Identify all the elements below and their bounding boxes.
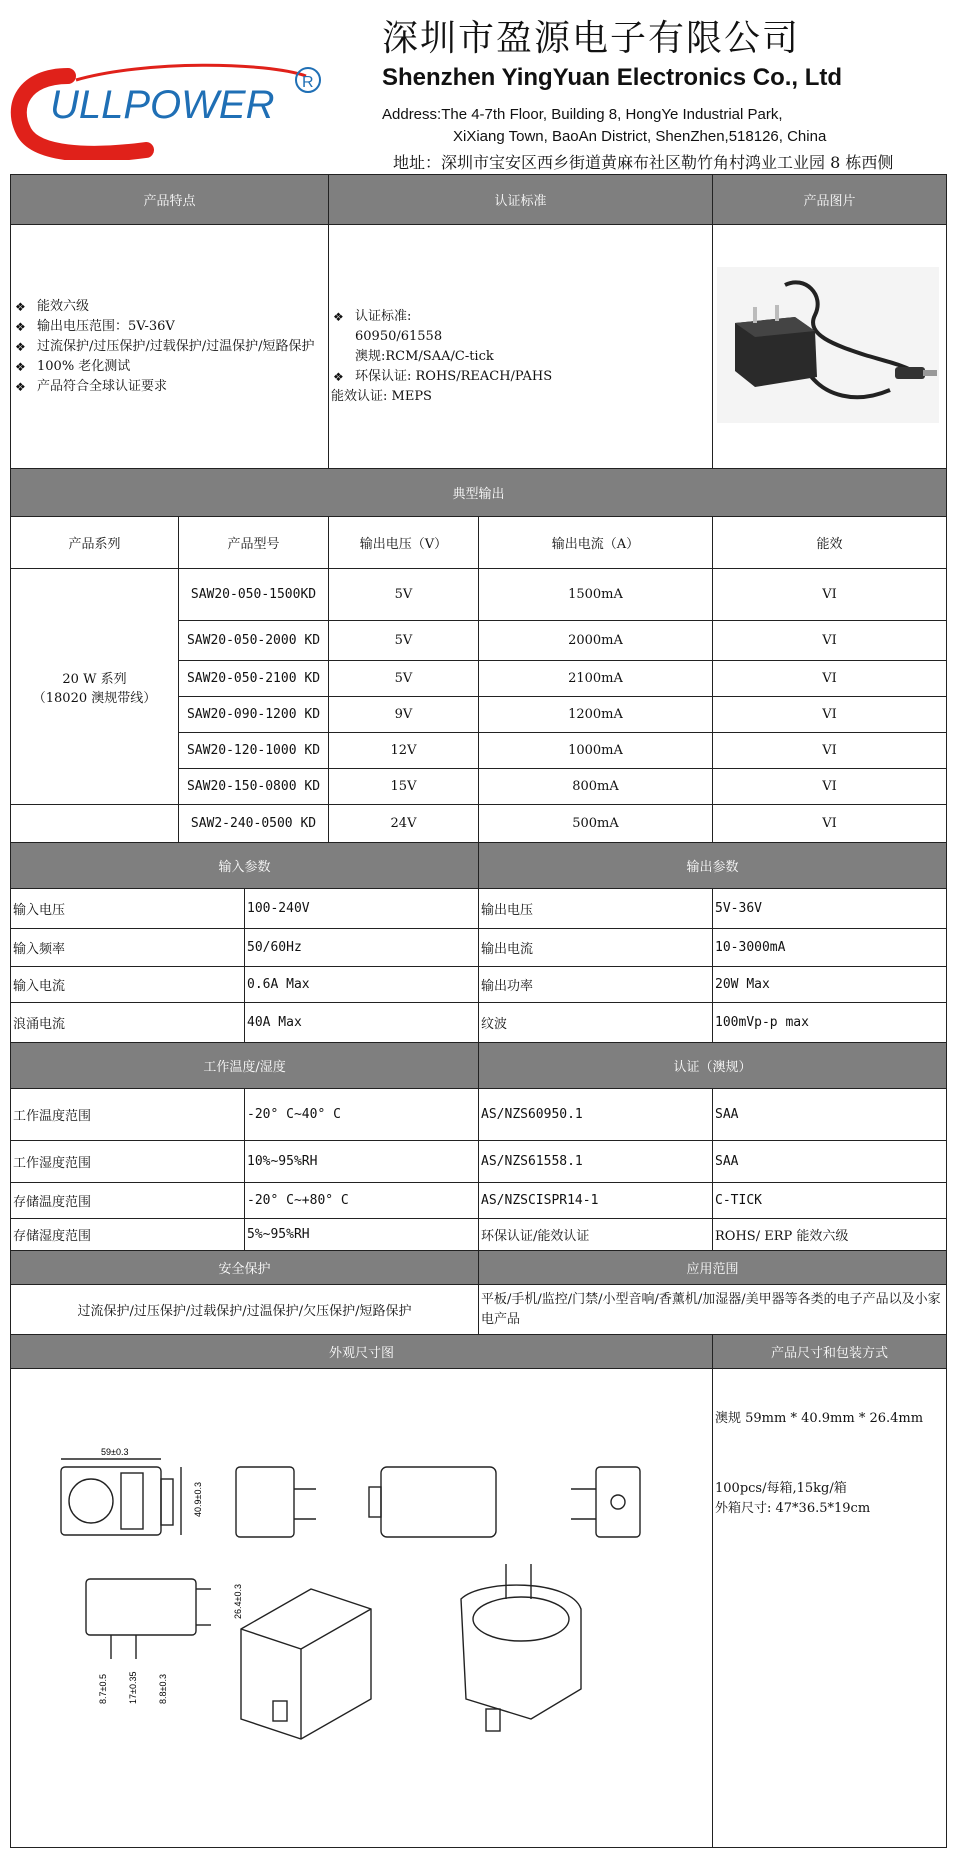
safety-title: 安全保护 <box>11 1251 479 1285</box>
series-name: 20 W 系列 <box>62 671 127 687</box>
company-name-en: Shenzhen YingYuan Electronics Co., Ltd <box>382 64 843 91</box>
cert-mark-cell: C-TICK <box>713 1183 947 1219</box>
cert-au: 澳规:RCM/SAA/C-tick <box>355 348 494 364</box>
param-label: 输出电流 <box>479 929 713 967</box>
current-cell: 2100mA <box>479 661 713 697</box>
dimension-drawing-title: 外观尺寸图 <box>11 1335 713 1369</box>
param-value: 10-3000mA <box>713 929 947 967</box>
env-label: 工作湿度范围 <box>11 1141 245 1183</box>
au-cert-title: 认证（澳规） <box>479 1043 947 1089</box>
features-cell <box>11 225 329 469</box>
carton-size: 外箱尺寸: 47*36.5*19cm <box>715 1501 871 1516</box>
cert-standard-cell: 环保认证/能效认证 <box>479 1219 713 1251</box>
table-row <box>11 929 947 967</box>
current-cell: 1000mA <box>479 733 713 769</box>
efficiency-cell: VI <box>713 569 947 621</box>
parameters-table <box>10 842 947 1043</box>
ullpower-logo <box>6 50 336 160</box>
product-photo-cell <box>713 225 947 469</box>
typical-output-title: 典型输出 <box>11 469 947 517</box>
input-params-title: 输入参数 <box>11 843 479 889</box>
env-value: -20° C~+80° C <box>245 1183 479 1219</box>
model-cell: SAW20-050-2000 KD <box>179 621 329 661</box>
series-cell <box>11 569 179 805</box>
voltage-cell: 5V <box>329 621 479 661</box>
page-header <box>0 0 957 172</box>
param-value: 0.6A Max <box>245 967 479 1003</box>
feature-item: ❖ 产品符合全球认证要求 <box>15 377 326 397</box>
overview-table <box>10 174 947 469</box>
param-label: 输入电流 <box>11 967 245 1003</box>
power-adapter-photo-icon <box>715 265 941 425</box>
param-label: 输入电压 <box>11 889 245 929</box>
table-row <box>11 1003 947 1043</box>
dim-pin-b-label: 17±0.35 <box>128 1671 138 1704</box>
voltage-cell: 5V <box>329 569 479 621</box>
param-value: 100mVp-p max <box>713 1003 947 1043</box>
model-cell: SAW20-120-1000 KD <box>179 733 329 769</box>
env-label: 存储湿度范围 <box>11 1219 245 1251</box>
model-cell: SAW20-090-1200 KD <box>179 697 329 733</box>
col-series: 产品系列 <box>11 517 179 569</box>
photo-header: 产品图片 <box>713 175 947 225</box>
certification-cell <box>329 225 713 469</box>
logo-text: ULLPOWER <box>50 83 275 127</box>
env-label: 存储温度范围 <box>11 1183 245 1219</box>
param-label: 输出功率 <box>479 967 713 1003</box>
param-label: 浪涌电流 <box>11 1003 245 1043</box>
table-row <box>11 967 947 1003</box>
cert-env: ❖ 环保认证: ROHS/REACH/PAHS <box>333 367 710 387</box>
packing-cell <box>713 1369 947 1848</box>
table-row <box>11 1089 947 1141</box>
voltage-cell: 24V <box>329 805 479 843</box>
feature-item: ❖ 能效六级 <box>15 297 326 317</box>
certification-header: 认证标准 <box>329 175 713 225</box>
series-note: （18020 澳规带线） <box>32 690 157 706</box>
voltage-cell: 5V <box>329 661 479 697</box>
efficiency-cell: VI <box>713 733 947 769</box>
env-label: 工作温度范围 <box>11 1089 245 1141</box>
typical-output-table <box>10 468 947 843</box>
output-params-title: 输出参数 <box>479 843 947 889</box>
model-cell: SAW20-150-0800 KD <box>179 769 329 805</box>
table-row <box>11 569 947 621</box>
cert-label: ❖ 认证标准: <box>333 307 710 327</box>
application-list: 平板/手机/监控/门禁/小型音响/香薰机/加湿器/美甲器等各类的电子产品以及小家电产品 <box>479 1285 947 1335</box>
param-value: 20W Max <box>713 967 947 1003</box>
table-row <box>11 1141 947 1183</box>
param-value: 50/60Hz <box>245 929 479 967</box>
dim-pin-c-label: 8.8±0.3 <box>158 1674 168 1704</box>
cert-mark-cell: SAA <box>713 1089 947 1141</box>
features-header: 产品特点 <box>11 175 329 225</box>
cert-standard-cell: AS/NZSCISPR14-1 <box>479 1183 713 1219</box>
product-size: 澳规 59mm * 40.9mm * 26.4mm <box>715 1411 924 1426</box>
protection-list: 过流保护/过压保护/过载保护/过温保护/欠压保护/短路保护 <box>11 1285 479 1335</box>
col-current: 输出电流（A） <box>479 517 713 569</box>
param-label: 纹波 <box>479 1003 713 1043</box>
table-row <box>11 805 947 843</box>
param-value: 40A Max <box>245 1003 479 1043</box>
current-cell: 2000mA <box>479 621 713 661</box>
feature-item: ❖ 输出电压范围：5V-36V <box>15 317 326 337</box>
env-title: 工作温度/湿度 <box>11 1043 479 1089</box>
param-value: 100-240V <box>245 889 479 929</box>
packing-title: 产品尺寸和包装方式 <box>713 1335 947 1369</box>
param-label: 输入频率 <box>11 929 245 967</box>
dimensions-table <box>10 1334 947 1848</box>
efficiency-cell: VI <box>713 805 947 843</box>
model-cell: SAW20-050-2100 KD <box>179 661 329 697</box>
packing-quantity: 100pcs/每箱,15kg/箱 <box>715 1481 847 1496</box>
table-row <box>11 889 947 929</box>
model-cell: SAW20-050-1500KD <box>179 569 329 621</box>
dimension-drawing-icon <box>11 1369 711 1843</box>
current-cell: 1200mA <box>479 697 713 733</box>
col-voltage: 输出电压（V） <box>329 517 479 569</box>
table-row <box>11 1219 947 1251</box>
company-name-cn: 深圳市盈源电子有限公司 <box>382 18 801 59</box>
current-cell: 500mA <box>479 805 713 843</box>
col-model: 产品型号 <box>179 517 329 569</box>
environment-table <box>10 1042 947 1251</box>
application-title: 应用范围 <box>479 1251 947 1285</box>
cert-mark-cell: ROHS/ ERP 能效六级 <box>713 1219 947 1251</box>
dim-pin-a-label: 8.7±0.5 <box>98 1674 108 1704</box>
dimension-drawing-cell <box>11 1369 713 1848</box>
efficiency-cell: VI <box>713 621 947 661</box>
voltage-cell: 12V <box>329 733 479 769</box>
efficiency-cell: VI <box>713 661 947 697</box>
dim-width-label: 59±0.3 <box>101 1447 129 1457</box>
cert-standard: 60950/61558 <box>355 328 443 344</box>
voltage-cell: 15V <box>329 769 479 805</box>
registered-icon: R <box>302 74 314 91</box>
feature-item: ❖ 100% 老化测试 <box>15 357 326 377</box>
current-cell: 1500mA <box>479 569 713 621</box>
env-value: 5%~95%RH <box>245 1219 479 1251</box>
cert-mark-cell: SAA <box>713 1141 947 1183</box>
table-row <box>11 1183 947 1219</box>
param-label: 输出电压 <box>479 889 713 929</box>
address-cn: 地址：深圳市宝安区西乡街道黄麻布社区勒竹角村鸿业工业园 8 栋西侧 <box>393 153 894 172</box>
cert-standard-cell: AS/NZS60950.1 <box>479 1089 713 1141</box>
safety-table <box>10 1250 947 1335</box>
current-cell: 800mA <box>479 769 713 805</box>
model-cell: SAW2-240-0500 KD <box>179 805 329 843</box>
col-efficiency: 能效 <box>713 517 947 569</box>
address-en-line1: Address:The 4-7th Floor, Building 8, HongYe Industrial Park, <box>382 106 783 123</box>
env-value: -20° C~40° C <box>245 1089 479 1141</box>
dim-height-label: 40.9±0.3 <box>193 1482 203 1517</box>
address-en-line2: XiXiang Town, BaoAn District, ShenZhen,518126, China <box>453 128 827 145</box>
cert-standard-cell: AS/NZS61558.1 <box>479 1141 713 1183</box>
efficiency-cell: VI <box>713 769 947 805</box>
efficiency-cell: VI <box>713 697 947 733</box>
env-value: 10%~95%RH <box>245 1141 479 1183</box>
voltage-cell: 9V <box>329 697 479 733</box>
dim-depth-label: 26.4±0.3 <box>233 1584 243 1619</box>
param-value: 5V-36V <box>713 889 947 929</box>
cert-eff: 能效认证: MEPS <box>331 388 432 404</box>
series-cell-empty <box>11 805 179 843</box>
feature-item: ❖ 过流保护/过压保护/过载保护/过温保护/短路保护 <box>15 337 326 357</box>
